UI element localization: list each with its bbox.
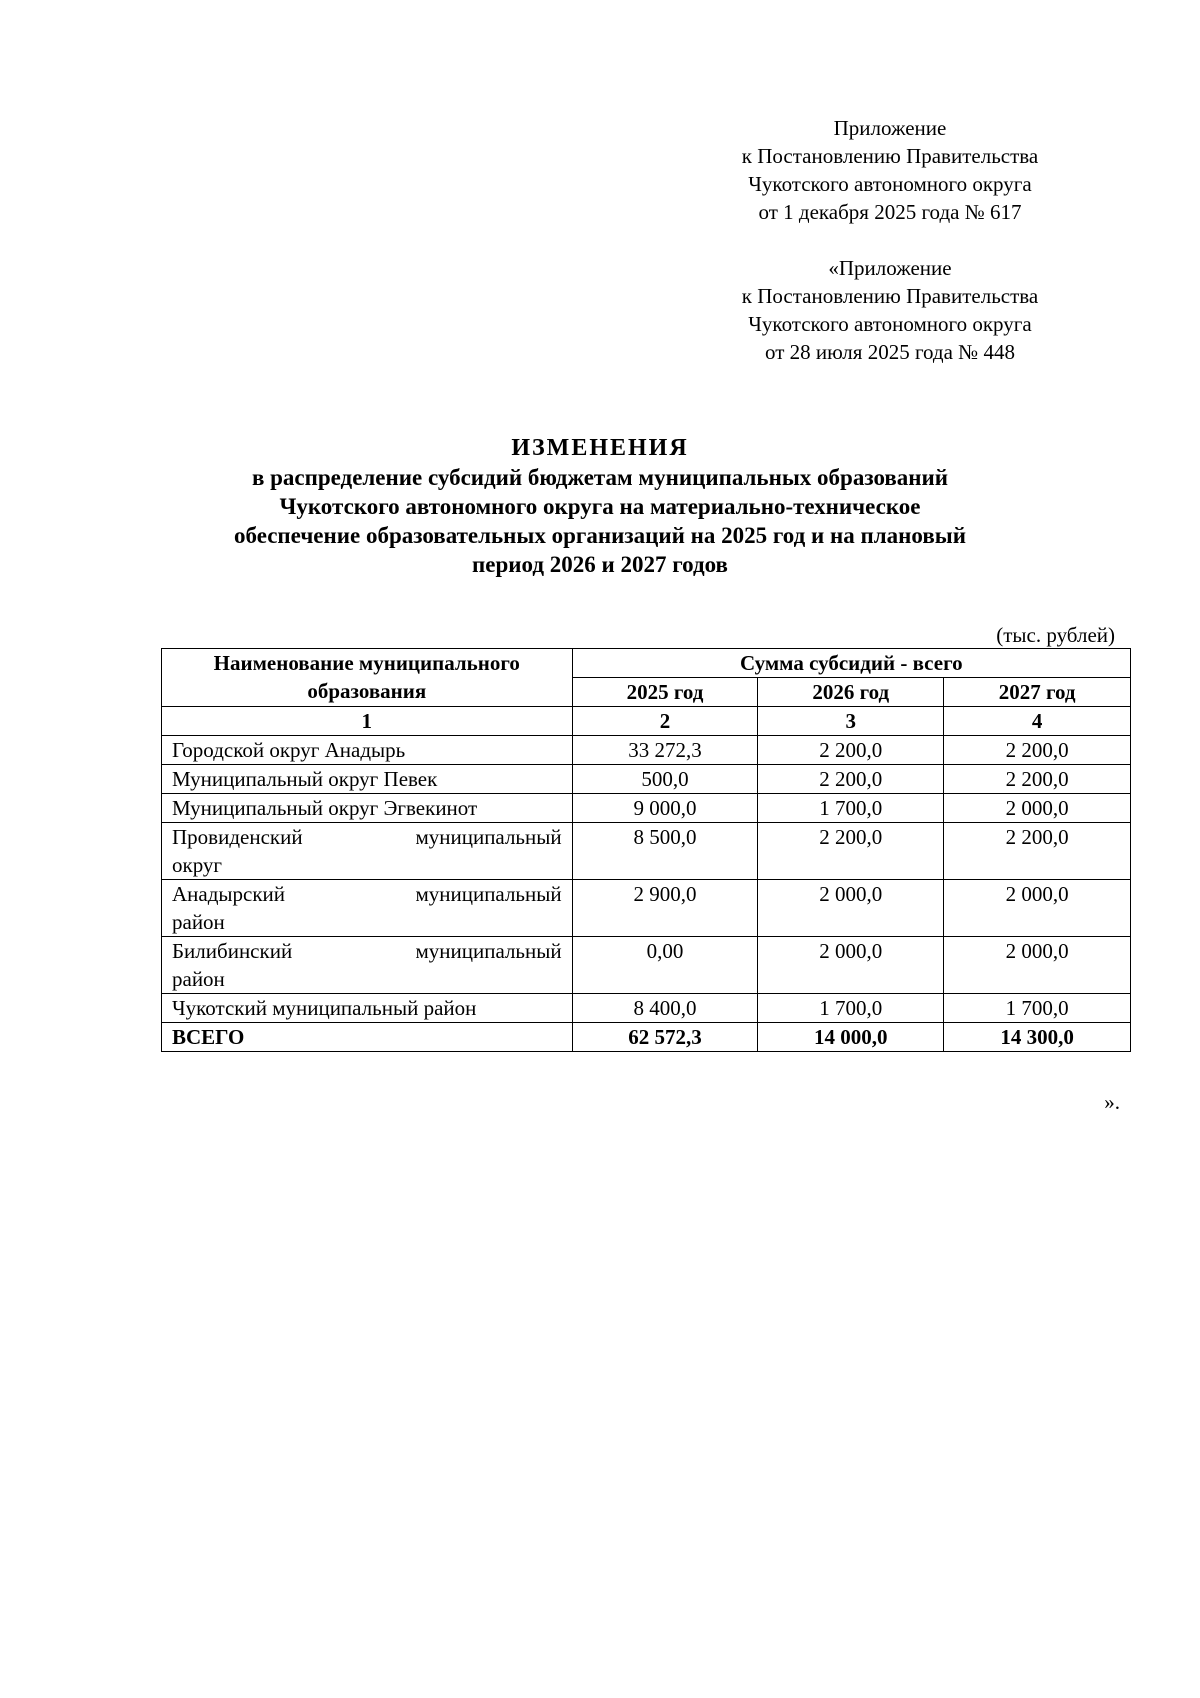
municipality-name-line: Билибинский муниципальный	[172, 939, 562, 963]
attachment-line: от 1 декабря 2025 года № 617	[758, 200, 1022, 224]
attachment-reference-current	[700, 114, 1080, 226]
value-2027: 2 000,0	[944, 937, 1131, 994]
value-2027: 2 000,0	[944, 794, 1131, 823]
attachment-line: Чукотского автономного округа	[748, 312, 1032, 336]
municipality-name-line: округ	[172, 853, 223, 877]
index-cell: 3	[758, 707, 944, 736]
table-row	[162, 794, 1131, 823]
total-2025: 62 572,3	[572, 1023, 758, 1052]
municipality-name-line: Провиденский муниципальный	[172, 825, 562, 849]
value-2026: 2 000,0	[758, 880, 944, 937]
attachment-line: Приложение	[833, 116, 947, 140]
value-2025: 8 400,0	[572, 994, 758, 1023]
header-year-2027: 2027 год	[944, 678, 1131, 707]
table-index-row	[162, 707, 1131, 736]
total-2026: 14 000,0	[758, 1023, 944, 1052]
value-2025: 500,0	[572, 765, 758, 794]
attachment-line: к Постановлению Правительства	[741, 144, 1039, 168]
value-2025: 0,00	[572, 937, 758, 994]
title-heading: ИЗМЕНЕНИЯ	[511, 435, 689, 461]
table-row	[162, 880, 1131, 937]
table-row	[162, 736, 1131, 765]
table-row	[162, 994, 1131, 1023]
index-cell: 4	[944, 707, 1131, 736]
value-2025: 33 272,3	[572, 736, 758, 765]
table-header-row	[162, 649, 1131, 678]
municipality-name	[162, 937, 573, 994]
header-municipality: Наименование муниципального образования	[162, 649, 573, 707]
total-2027: 14 300,0	[944, 1023, 1131, 1052]
subsidy-table	[161, 648, 1131, 1052]
title-line: период 2026 и 2027 годов	[472, 552, 728, 577]
value-2026: 1 700,0	[758, 994, 944, 1023]
value-2027: 2 200,0	[944, 765, 1131, 794]
document-title	[130, 434, 1070, 579]
attachment-line: от 28 июля 2025 года № 448	[765, 340, 1015, 364]
value-2026: 2 200,0	[758, 736, 944, 765]
total-label: ВСЕГО	[162, 1023, 573, 1052]
table-row	[162, 823, 1131, 880]
value-2025: 2 900,0	[572, 880, 758, 937]
municipality-name: Чукотский муниципальный район	[162, 994, 573, 1023]
municipality-name: Муниципальный округ Певек	[162, 765, 573, 794]
municipality-name-line: район	[172, 967, 225, 991]
attachment-line: «Приложение	[828, 256, 952, 280]
value-2025: 8 500,0	[572, 823, 758, 880]
header-year-2026: 2026 год	[758, 678, 944, 707]
index-cell: 2	[572, 707, 758, 736]
value-2027: 2 000,0	[944, 880, 1131, 937]
index-cell: 1	[162, 707, 573, 736]
attachment-reference-previous	[700, 254, 1080, 366]
municipality-name: Муниципальный округ Эгвекинот	[162, 794, 573, 823]
municipality-name-line: Анадырский муниципальный	[172, 882, 562, 906]
municipality-name	[162, 823, 573, 880]
title-line: обеспечение образовательных организаций на 2025 год и на плановый	[234, 523, 966, 548]
attachment-line: Чукотского автономного округа	[748, 172, 1032, 196]
header-year-2025: 2025 год	[572, 678, 758, 707]
table-total-row	[162, 1023, 1131, 1052]
municipality-name	[162, 880, 573, 937]
table-row	[162, 765, 1131, 794]
header-subsidy-total: Сумма субсидий - всего	[572, 649, 1130, 678]
title-line: Чукотского автономного округа на материально-техническое	[279, 494, 921, 519]
value-2026: 2 000,0	[758, 937, 944, 994]
municipality-name: Городской округ Анадырь	[162, 736, 573, 765]
value-2025: 9 000,0	[572, 794, 758, 823]
value-2026: 2 200,0	[758, 765, 944, 794]
closing-quote-mark: ».	[1104, 1090, 1120, 1114]
value-2027: 2 200,0	[944, 736, 1131, 765]
value-2026: 2 200,0	[758, 823, 944, 880]
municipality-name-line: район	[172, 910, 225, 934]
value-2026: 1 700,0	[758, 794, 944, 823]
title-line: в распределение субсидий бюджетам муниципальных образований	[251, 465, 949, 490]
attachment-line: к Постановлению Правительства	[741, 284, 1039, 308]
value-2027: 1 700,0	[944, 994, 1131, 1023]
table-row	[162, 937, 1131, 994]
units-label: (тыс. рублей)	[996, 623, 1115, 647]
value-2027: 2 200,0	[944, 823, 1131, 880]
